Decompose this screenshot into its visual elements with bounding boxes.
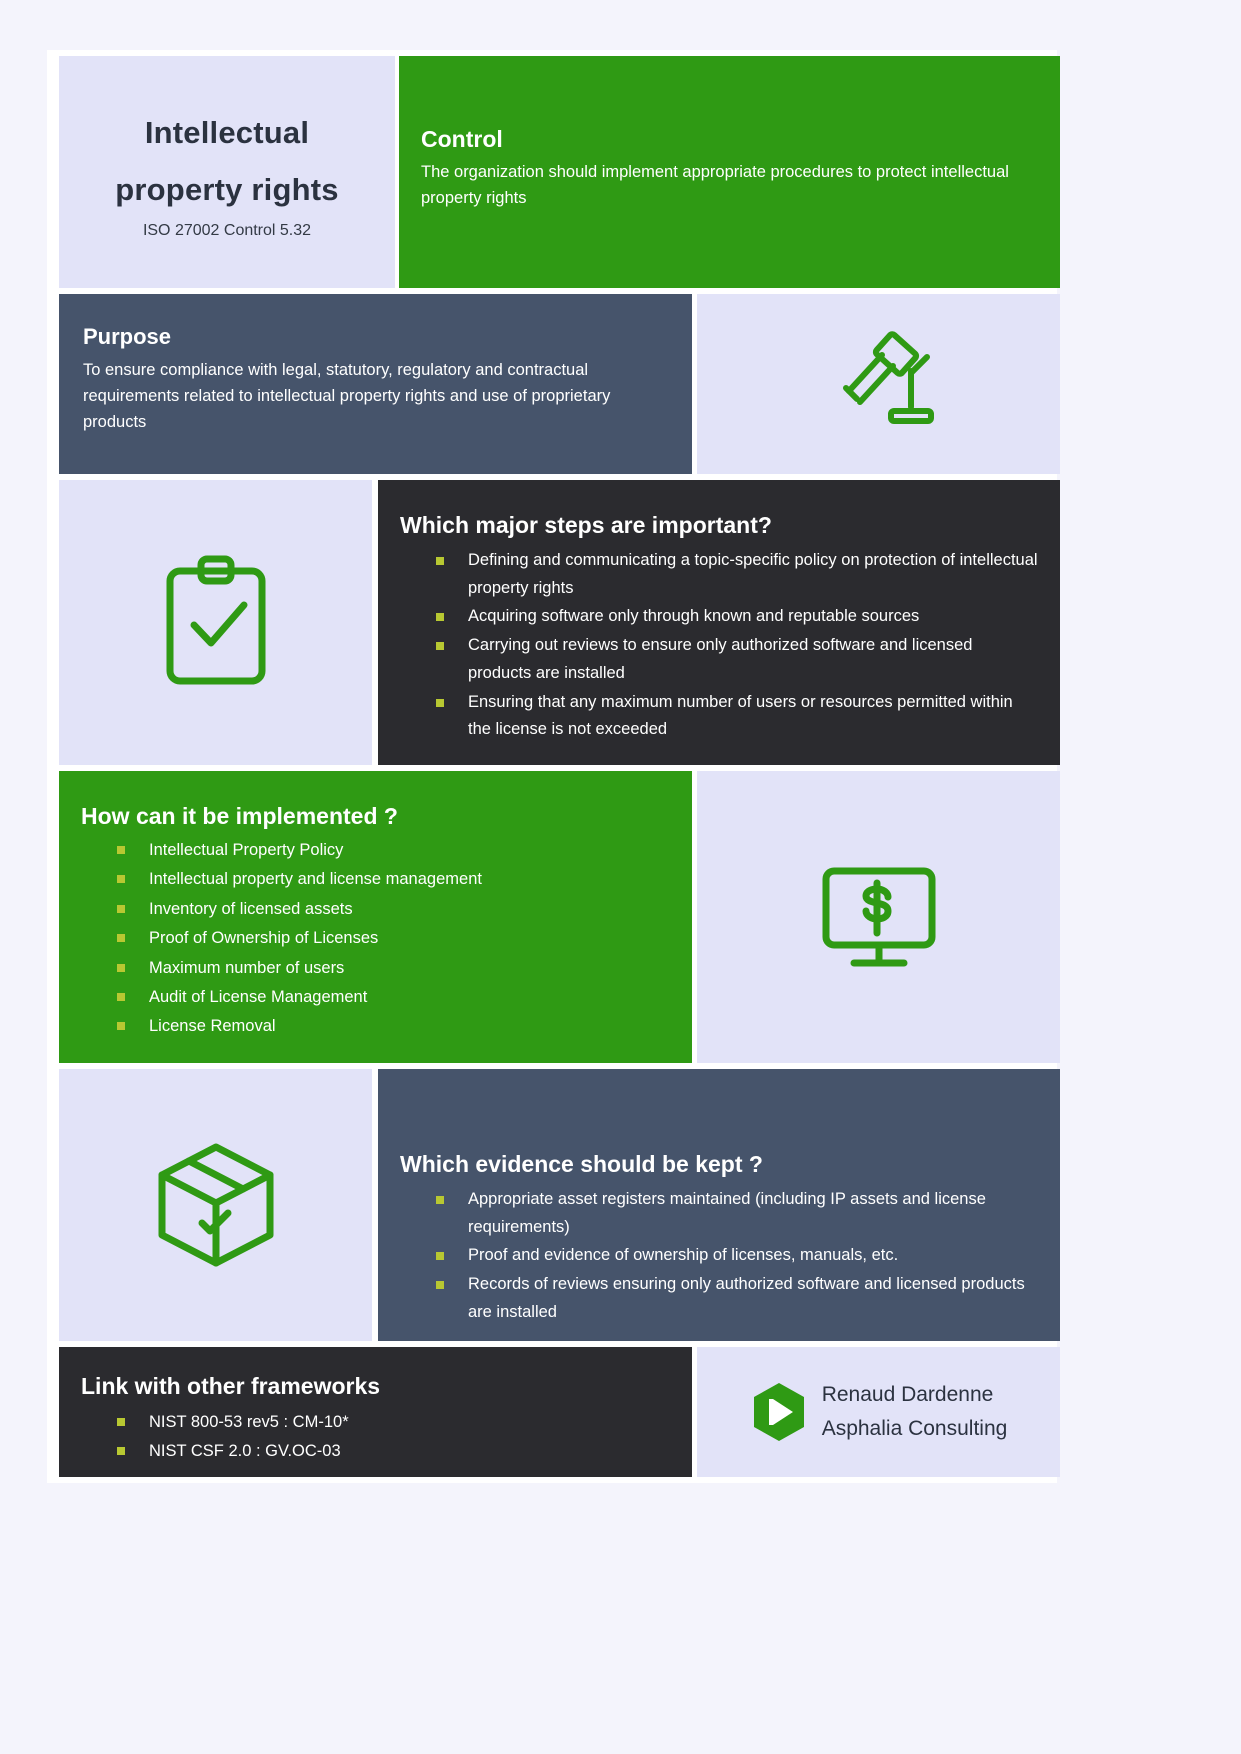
asphalia-logo-icon: [750, 1381, 808, 1443]
purpose-text: To ensure compliance with legal, statutory, regulatory and contractual requirements related to intellectual property rights and use of proprietary products: [83, 361, 611, 432]
list-item: Ensuring that any maximum number of users or resources permitted within the license is not exceeded: [436, 689, 1038, 744]
list-item: Proof of Ownership of Licenses: [117, 924, 670, 952]
monitor-card: [697, 771, 1060, 1063]
list-item: Maximum number of users: [117, 954, 670, 982]
page-title-line2: property rights: [115, 172, 339, 207]
evidence-list: [400, 1186, 1038, 1327]
clipboard-check-icon: [156, 553, 276, 693]
purpose-heading: Purpose: [83, 324, 172, 349]
list-item: Inventory of licensed assets: [117, 895, 670, 923]
purpose-card: [59, 294, 692, 474]
list-item: NIST 800-53 rev5 : CM-10*: [117, 1408, 670, 1436]
title-card: [59, 56, 395, 288]
list-item: NIST CSF 2.0 : GV.OC-03: [117, 1437, 670, 1465]
list-item: Defining and communicating a topic-specific policy on protection of intellectual property rights: [436, 547, 1038, 602]
package-check-icon: [146, 1135, 286, 1275]
implementation-heading: How can it be implemented ?: [81, 803, 398, 829]
implementation-list: [81, 836, 670, 1041]
page-title-line1: Intellectual: [144, 114, 310, 150]
frameworks-list: [81, 1408, 670, 1466]
control-card: [399, 56, 1060, 288]
major-steps-heading: Which major steps are important?: [400, 512, 772, 538]
list-item: License Removal: [117, 1012, 670, 1040]
list-item: Acquiring software only through known and reputable sources: [436, 603, 1038, 631]
clipboard-card: [59, 480, 372, 765]
author-names: [822, 1378, 1008, 1445]
major-steps-list: [400, 547, 1038, 744]
page-subtitle: ISO 27002 Control 5.32: [142, 222, 312, 240]
list-item: Proof and evidence of ownership of licenses, manuals, etc.: [436, 1242, 1038, 1270]
infographic-page: [47, 50, 1057, 1483]
list-item: Intellectual Property Policy: [117, 836, 670, 864]
evidence-heading: Which evidence should be kept ?: [400, 1151, 763, 1177]
gavel-icon: [819, 329, 939, 439]
list-item: Records of reviews ensuring only authorized software and licensed products are installed: [436, 1271, 1038, 1326]
implementation-card: [59, 771, 692, 1063]
major-steps-card: [378, 480, 1060, 765]
list-item: Carrying out reviews to ensure only authorized software and licensed products are installed: [436, 632, 1038, 687]
frameworks-heading: Link with other frameworks: [81, 1373, 381, 1399]
author-name: Renaud Dardenne: [821, 1383, 994, 1407]
author-card: [697, 1347, 1060, 1477]
monitor-dollar-icon: [814, 857, 944, 977]
box-card: [59, 1069, 372, 1341]
evidence-card: [378, 1069, 1060, 1341]
list-item: Appropriate asset registers maintained (including IP assets and license requirements): [436, 1186, 1038, 1241]
frameworks-card: [59, 1347, 692, 1477]
list-item: Intellectual property and license management: [117, 865, 670, 893]
control-text: The organization should implement appropriate procedures to protect intellectual property rights: [421, 163, 1009, 208]
control-heading: Control: [421, 126, 503, 152]
gavel-card: [697, 294, 1060, 474]
list-item: Audit of License Management: [117, 983, 670, 1011]
author-company: Asphalia Consulting: [821, 1417, 1008, 1440]
